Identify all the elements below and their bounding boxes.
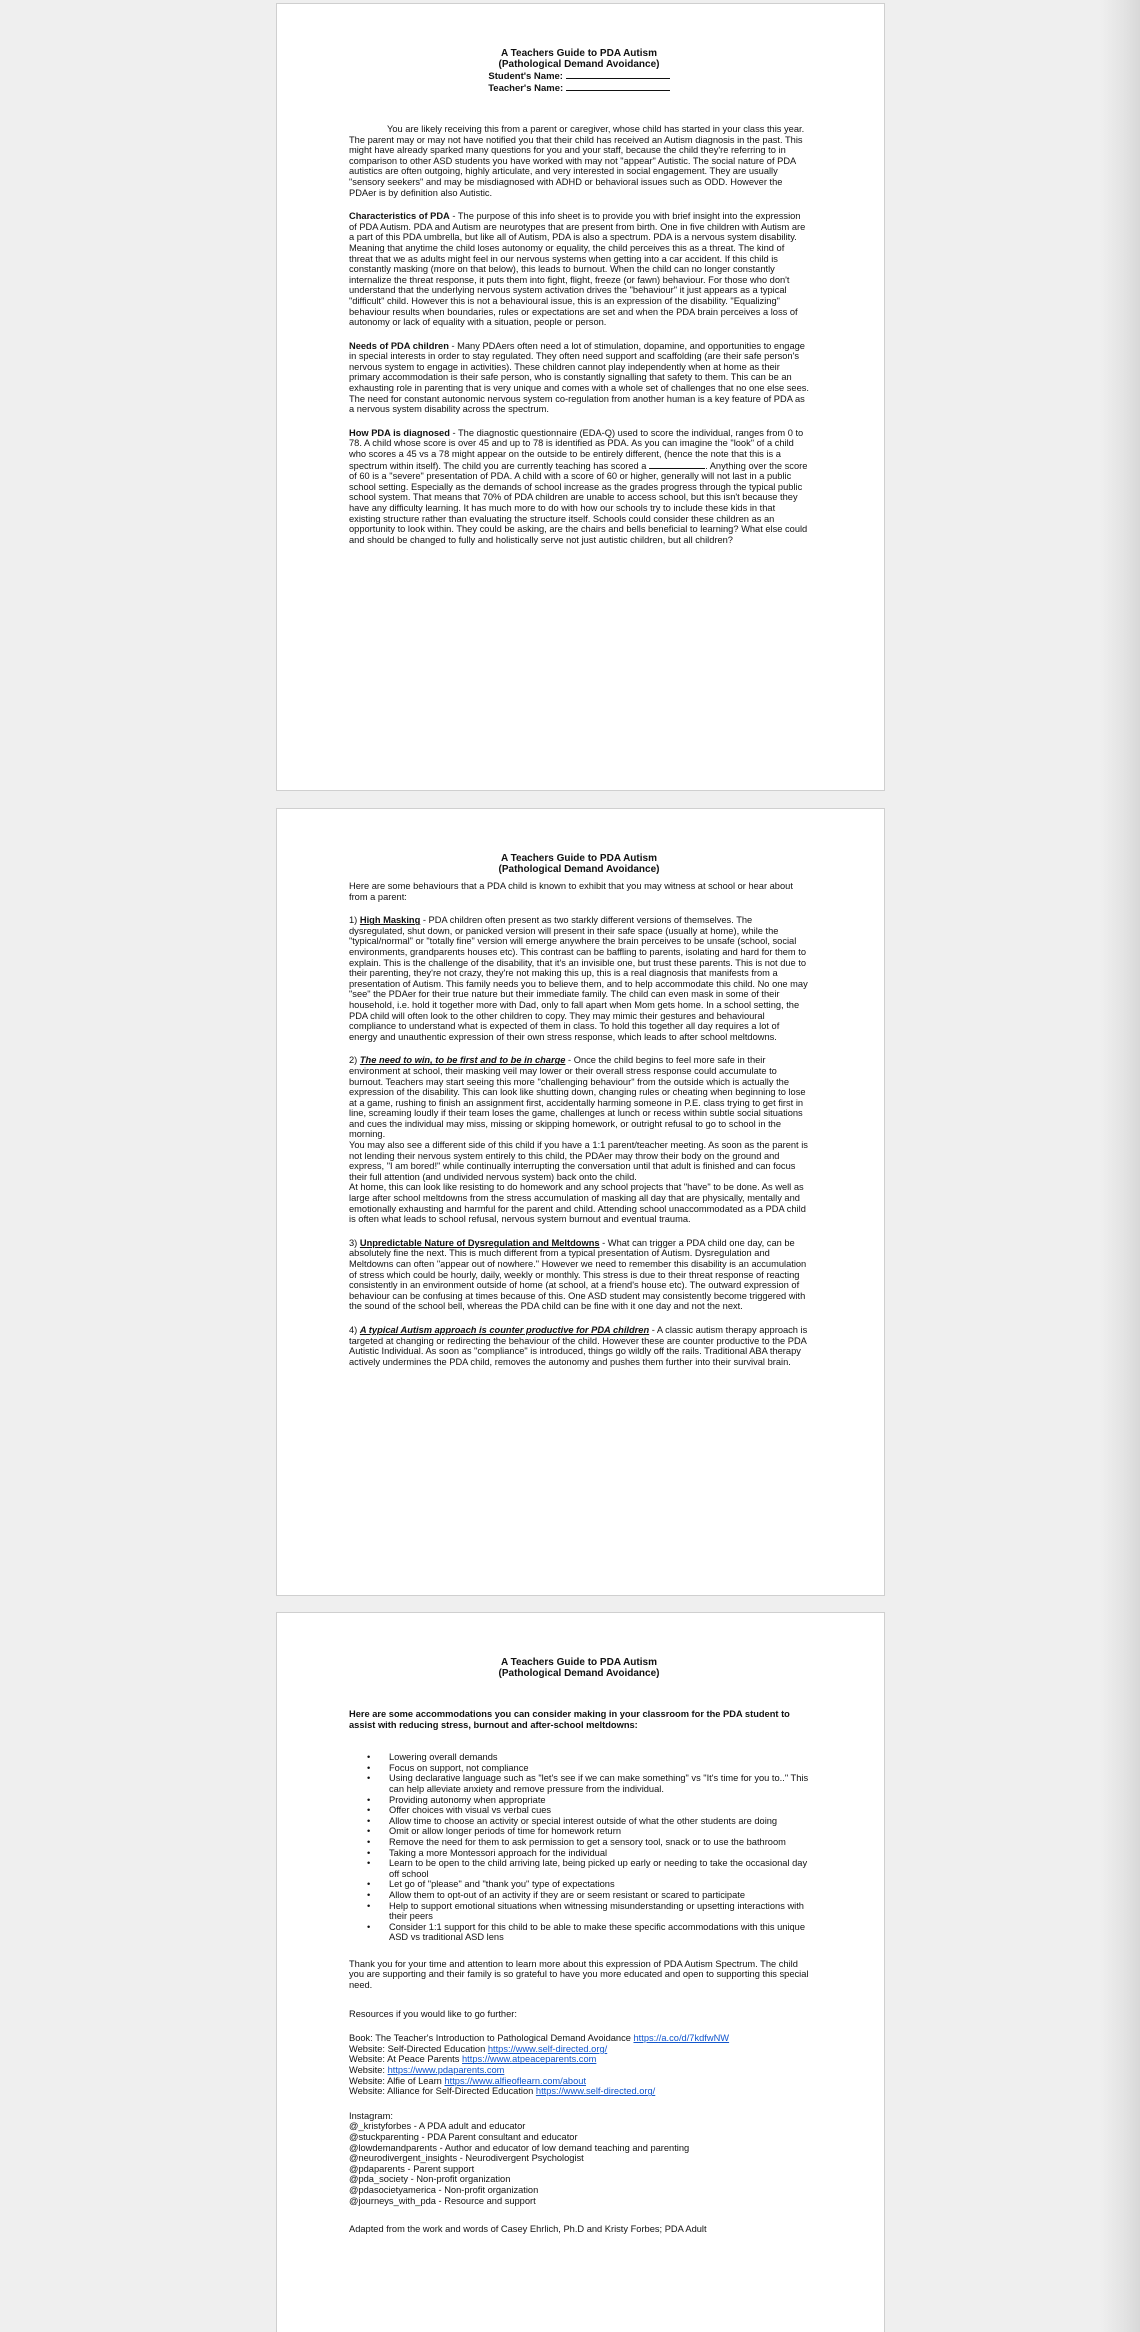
score-blank	[649, 460, 705, 469]
instagram-item: @pdaparents - Parent support	[349, 2163, 475, 2174]
document-subtitle: (Pathological Demand Avoidance)	[498, 864, 660, 875]
list-item: • Offer choices with visual vs verbal cues	[367, 1805, 809, 1816]
list-item: • Omit or allow longer periods of time for homework return	[367, 1826, 809, 1837]
document-subtitle: (Pathological Demand Avoidance)	[498, 59, 660, 70]
diagnosis-label: How PDA is diagnosed	[349, 427, 450, 438]
resource-link[interactable]: https://www.alfieoflearn.com/about	[444, 2075, 587, 2086]
resource-link[interactable]: https://www.self-directed.org/	[487, 2043, 608, 2054]
intro-paragraph: You are likely receiving this from a parent or caregiver, whose child has started in your class this year. The parent may or may not have notified you that their child has received an Autism diagnosis in the past. This might have already sparked many questions for you and your staff, because the child they're referring to in comparison to other ASD students you have worked with may not "appear" Autistic. The social nature of PDA autistics are often outgoing, highly articulate, and very interested in social engagement. They are usually "sensory seekers" and may be misdiagnosed with ADHD or behavioral issues such as ODD. However the PDAer is by definition also Autistic.	[349, 124, 805, 198]
resources-heading: Resources if you would like to go further:	[349, 2008, 517, 2019]
list-item: • Learn to be open to the child arriving late, being picked up early or needing to take the occasional day off school	[367, 1858, 809, 1879]
accommodations-heading: Here are some accommodations you can consider making in your classroom for the PDA student to assist with reducing stress, burnout and after-school meltdowns:	[349, 1709, 790, 1730]
student-name-blank	[566, 70, 670, 79]
document-page-1	[276, 3, 885, 791]
item-number: 2)	[349, 1055, 360, 1066]
item-text: - PDA children often present as two starkly different versions of themselves. The dysregulated, shut down, or panicked version will present in their safe space (usually at home), while the "typical/normal" or "totally fine" version will emerge anywhere the brain perceives to be unsafe (school, social environments, grandparents houses etc). This contrast can be baffling to parents, isolating and hard for them to explain. This is the challenge of the disability, that it's an invisible one, but trust these parents. This is not due to their parenting, they're not crazy, they're not making this up, this is a real diagnosis that manifests from a presentation of Autism. This family needs you to believe them, and to help accommodate this child. No one may "see" the PDAer for their true nature but their immediate family. The child can even mask in some of their household, i.e. hold it together more with Dad, only to fall apart when Mom gets home. In a school setting, the PDA child will often look to the other children to copy. They may mimic their gestures and behavioural compliance to understand what is expected of them in class. To hold this together all day requires a lot of energy and unauthentic expression of their own stress response, which leads to after school meltdowns.	[349, 915, 808, 1042]
behaviour-item-2-home: At home, this can look like resisting to do homework and any school projects that "have" to be done. As well as large after school meltdowns from the stress accumulation of masking all day that are physically, mentally and emotionally exhausting and harmful for the parent and child. Attending school unaccommodated as a PDA child is often what leads to school refusal, nervous system burnout and eventual trauma.	[349, 1182, 806, 1225]
resource-item	[349, 2076, 809, 2087]
behaviour-item-2-continued: You may also see a different side of this child if you have a 1:1 parent/teacher meeting. As soon as the parent is not lending their nervous system entirely to this child, the PDAer may throw their body on the ground and express, "I am bored!" while continually interrupting the conversation until that adult is finished and can focus their full attention (and undivided nervous system) back onto the child.	[349, 1140, 808, 1182]
resource-label: Website: Alliance for Self-Directed Education	[349, 2086, 536, 2097]
resource-link[interactable]: https://a.co/d/7kdfwNW	[633, 2033, 730, 2044]
instagram-item: @journeys_with_pda - Resource and support	[349, 2195, 536, 2206]
resource-label: Website: At Peace Parents	[349, 2054, 463, 2065]
document-title: A Teachers Guide to PDA Autism	[501, 48, 657, 59]
item-text: - What can trigger a PDA child one day, can be absolutely fine the next. This is much different from a typical presentation of Autism. Dysregulation and Meltdowns can often "appear out of nowhere." However we need to remember this disability is an accumulation of stress which could be hourly, daily, weekly or monthly. This stress is due to their threat response of reacting consistently in an environment outside of home (at school, at a friend's house etc). The outward expression of behaviour can be confusing at times because of this. One ASD student may consistently become triggered with the sound of the school bell, whereas the PDA child can be fine with it one day and not the next.	[349, 1237, 807, 1312]
instagram-heading: Instagram:	[349, 2110, 393, 2121]
instagram-item: @pdasocietyamerica - Non-profit organization	[349, 2184, 539, 2195]
item-text: - Once the child begins to feel more safe in their environment at school, their masking veil may lower or their overall stress response could accumulate to burnout. Teachers may start seeing this more "challenging behaviour" from the outside which is actually the expression of the disability. This can look like shutting down, changing rules or cheating when beginning to lose at a game, rushing to finish an assignment first, accidentally harming someone in P.E. class trying to get first in line, screaming loudly if their team loses the game, challenges at lunch or recess within subtle social situations and cues the individual may miss, missing or skipping homework, or outright refusal to go to school in the morning.	[349, 1055, 806, 1140]
instagram-item: @stuckparenting - PDA Parent consultant and educator	[349, 2132, 578, 2142]
thanks-paragraph: Thank you for your time and attention to learn more about this expression of PDA Autism Spectrum. The child you are supporting and their family is so grateful to have you more educated and open to supporting this special need.	[349, 1958, 809, 1991]
list-item: • Using declarative language such as "let's see if we can make something" vs "It's time for you to.." This can help alleviate anxiety and remove pressure from the individual.	[367, 1773, 809, 1794]
adapted-from-note: Adapted from the work and words of Casey Ehrlich, Ph.D and Kristy Forbes; PDA Adult	[349, 2224, 707, 2235]
resource-item	[349, 2086, 809, 2097]
characteristics-paragraph	[349, 211, 809, 328]
document-title: A Teachers Guide to PDA Autism	[501, 1657, 657, 1668]
list-item: • Taking a more Montessori approach for the individual	[367, 1848, 809, 1859]
resource-link[interactable]: https://www.self-directed.org/	[535, 2086, 656, 2097]
resource-link[interactable]: https://www.atpeaceparents.com	[462, 2054, 597, 2065]
item-label: High Masking	[359, 915, 421, 926]
list-item: • Providing autonomy when appropriate	[367, 1795, 809, 1806]
teacher-name-blank	[566, 82, 670, 91]
item-number: 4)	[349, 1324, 360, 1335]
student-name-line	[349, 70, 809, 82]
diagnosis-text-a: - The diagnostic questionnaire (EDA-Q) used to score the individual, ranges from 0 to 78. A child whose score is over 45 and up to 78 is identified as PDA. As you can imagine the "look" of a child who scores a 45 vs a 78 might appear on the outside to be entirely different, (hence the note that this is a spectrum within itself). The child you are currently teaching has scored a	[349, 427, 804, 471]
instagram-item: @lowdemandparents - Author and educator of low demand teaching and parenting	[349, 2142, 690, 2153]
resource-label: Website: Self-Directed Education	[349, 2043, 488, 2054]
resource-link[interactable]: https://www.pdaparents.com	[387, 2065, 505, 2076]
instagram-item: @neurodivergent_insights - Neurodivergent Psychologist	[349, 2153, 584, 2164]
list-item: • Let go of "please" and "thank you" type of expectations	[367, 1879, 809, 1890]
resource-label: Website:	[349, 2065, 388, 2076]
list-item: • Remove the need for them to ask permission to get a sensory tool, snack or to use the bathroom	[367, 1837, 809, 1848]
item-number: 1)	[349, 915, 360, 926]
needs-label: Needs of PDA children	[349, 340, 449, 351]
behaviour-item-1	[349, 915, 809, 1042]
list-item: • Help to support emotional situations when witnessing misunderstanding or upsetting interactions with their peers	[367, 1901, 809, 1922]
document-subtitle: (Pathological Demand Avoidance)	[498, 1668, 660, 1679]
needs-paragraph	[349, 341, 809, 415]
list-item: • Allow them to opt-out of an activity if they are or seem resistant or scared to participate	[367, 1890, 809, 1901]
resource-item	[349, 2065, 809, 2076]
teacher-name-label: Teacher's Name:	[488, 83, 564, 94]
instagram-item: @_kristyforbes - A PDA adult and educator	[349, 2121, 526, 2132]
behaviour-item-2	[349, 1055, 809, 1140]
instagram-item: @pda_society - Non-profit organization	[349, 2174, 511, 2185]
student-name-label: Student's Name:	[488, 71, 563, 82]
window-edge-shadow	[1100, 0, 1140, 2332]
item-number: 3)	[349, 1237, 360, 1248]
document-page-3	[276, 1612, 885, 2332]
resource-label: Book: The Teacher's Introduction to Pathological Demand Avoidance	[349, 2033, 634, 2044]
resource-label: Website: Alfie of Learn	[349, 2075, 445, 2086]
teacher-name-line	[349, 82, 809, 94]
list-item: • Allow time to choose an activity or special interest outside of what the other students are doing	[367, 1816, 809, 1827]
diagnosis-paragraph	[349, 428, 809, 546]
characteristics-text: - The purpose of this info sheet is to provide you with brief insight into the expression of PDA Autism. PDA and Autism are neurotypes that are present from birth. One in five children with Autism are a part of this PDA umbrella, but like all of Autism, PDA is also a spectrum. PDA is a nervous system disability. Meaning that anytime the child loses autonomy or equality, the child perceives this as a threat. The kind of threat that we as adults might feel in our nervous systems when getting into a car accident. If this child is constantly masking (more on that below), this leads to burnout. When the child can no longer constantly internalize the threat response, it puts them into fight, flight, freeze (or fawn) behaviour. For those who don't understand that the underlying nervous system activation drives the "behaviour" it just appears as a typical "difficult" child. However this is not a behavioural issue, this is an expression of the disability. "Equalizing" behaviour results when boundaries, rules or expectations are set and when the PDA brain perceives a loss of autonomy or lack of equality with a situation, people or person.	[349, 211, 806, 328]
item-label: Unpredictable Nature of Dysregulation and Meltdowns	[359, 1237, 600, 1248]
document-title: A Teachers Guide to PDA Autism	[501, 853, 657, 864]
item-label: The need to win, to be first and to be in charge	[359, 1055, 566, 1066]
item-text: - A classic autism therapy approach is targeted at changing or redirecting the behaviour of the child. However these are counter productive to the PDA Autistic Individual. As soon as "compliance" is introduced, things go wildly off the rails. Traditional ABA therapy actively undermines the PDA child, removes the autonomy and pushes them further into their survival brain.	[349, 1324, 808, 1367]
behaviour-item-3	[349, 1238, 809, 1312]
characteristics-label: Characteristics of PDA	[349, 211, 450, 222]
diagnosis-text-b: . Anything over the score of 60 is a "severe" presentation of PDA. A child with a score of 60 or higher, generally will not last in a public school setting. Especially as the demands of school increase as the grades progress through the typical public school system. That means that 70% of PDA children are unable to access school, but this isn't because they have any difficulty learning. It has much more to do with how our schools try to include these kids in that existing structure rather than evaluating the structure itself. Schools could consider these children as an opportunity to look within. They could be asking, are the chairs and bells beneficial to learning? What else could and should be changed to fully and holistically serve not just autistic children, but all children?	[349, 460, 808, 545]
resource-item	[349, 2054, 809, 2065]
needs-text: - Many PDAers often need a lot of stimulation, dopamine, and opportunities to engage in special interests in order to stay regulated. They often need support and scaffolding (are their safe person's nervous system to engage in activities). These children cannot play independently when at home as their primary accommodation is their safe person, who is constantly signalling that safety to them. This can be an exhausting role in parenting that is very unique and comes with a whole set of challenges that no one else sees. The need for constant autonomic nervous system co-regulation from another human is a key feature of PDA as a nervous system disability across the spectrum.	[349, 340, 809, 415]
list-item: • Consider 1:1 support for this child to be able to make these specific accommodations with this unique ASD vs traditional ASD lens	[367, 1922, 809, 1943]
behaviours-intro: Here are some behaviours that a PDA child is known to exhibit that you may witness at school or hear about from a parent:	[349, 881, 793, 902]
behaviour-item-4	[349, 1325, 809, 1367]
accommodations-list	[349, 1752, 809, 1943]
resource-item	[349, 2033, 809, 2044]
resource-item	[349, 2044, 809, 2055]
item-label: A typical Autism approach is counter productive for PDA children	[359, 1324, 650, 1335]
document-page-2	[276, 808, 885, 1596]
list-item: • Lowering overall demands	[367, 1752, 809, 1763]
list-item: • Focus on support, not compliance	[367, 1763, 809, 1774]
